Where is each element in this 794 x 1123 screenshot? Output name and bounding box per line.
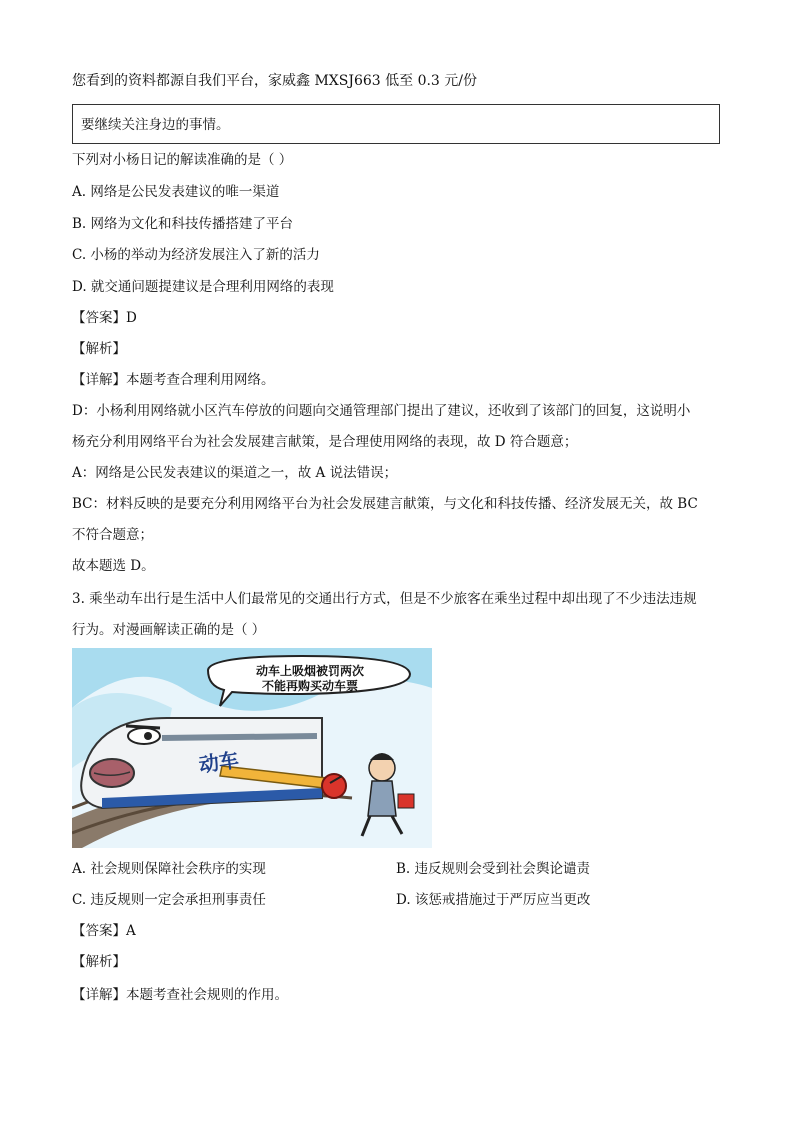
q2-stem: 下列对小杨日记的解读准确的是（ ）	[72, 152, 293, 168]
q3-analysis-label: 【解析】	[72, 954, 126, 970]
q3-option-a: A. 社会规则保障社会秩序的实现	[72, 861, 266, 877]
q2-conclusion: 故本题选 D。	[72, 558, 155, 574]
q2-explanation-line: A：网络是公民发表建议的渠道之一，故 A 说法错误；	[72, 465, 398, 481]
source-header: 您看到的资料都源自我们平台，家威鑫 MXSJ663 低至 0.3 元/份	[72, 73, 478, 89]
train-label: 动车	[197, 747, 241, 777]
quoted-material-box	[72, 104, 720, 144]
q2-option-a: A. 网络是公民发表建议的唯一渠道	[72, 184, 280, 200]
q2-explanation-line: BC：材料反映的是要充分利用网络平台为社会发展建言献策，与文化和科技传播、经济发展无关，故 BC	[72, 496, 698, 512]
quoted-material-text: 要继续关注身边的事情。	[81, 117, 230, 133]
q2-explanation-line: D：小杨利用网络就小区汽车停放的问题向交通管理部门提出了建议，还收到了该部门的回复，这说明小	[72, 403, 691, 419]
bubble-line2: 不能再购买动车票	[261, 679, 359, 693]
q2-explanation-line: 不符合题意；	[72, 527, 153, 543]
q3-stem-line1: 3. 乘坐动车出行是生活中人们最常见的交通出行方式，但是不少旅客在乘坐过程中却出现了不少违法违规	[72, 591, 697, 607]
q2-detail: 【详解】本题考查合理利用网络。	[72, 372, 275, 388]
q2-option-b: B. 网络为文化和科技传播搭建了平台	[72, 216, 294, 232]
q3-option-d: D. 该惩戒措施过于严厉应当更改	[396, 892, 591, 908]
q2-analysis-label: 【解析】	[72, 341, 126, 357]
q3-option-b: B. 违反规则会受到社会舆论谴责	[396, 861, 591, 877]
cartoon-illustration	[72, 648, 432, 848]
q3-stem-line2: 行为。对漫画解读正确的是（ ）	[72, 622, 266, 638]
bubble-line1: 动车上吸烟被罚两次	[255, 664, 365, 678]
q2-explanation-line: 杨充分利用网络平台为社会发展建言献策，是合理使用网络的表现，故 D 符合题意；	[72, 434, 578, 450]
q3-detail: 【详解】本题考查社会规则的作用。	[72, 987, 288, 1003]
q3-answer: 【答案】A	[72, 923, 136, 939]
q2-answer: 【答案】D	[72, 310, 137, 326]
q2-option-d: D. 就交通问题提建议是合理利用网络的表现	[72, 279, 334, 295]
q2-option-c: C. 小杨的举动为经济发展注入了新的活力	[72, 247, 320, 263]
q3-option-c: C. 违反规则一定会承担刑事责任	[72, 892, 266, 908]
